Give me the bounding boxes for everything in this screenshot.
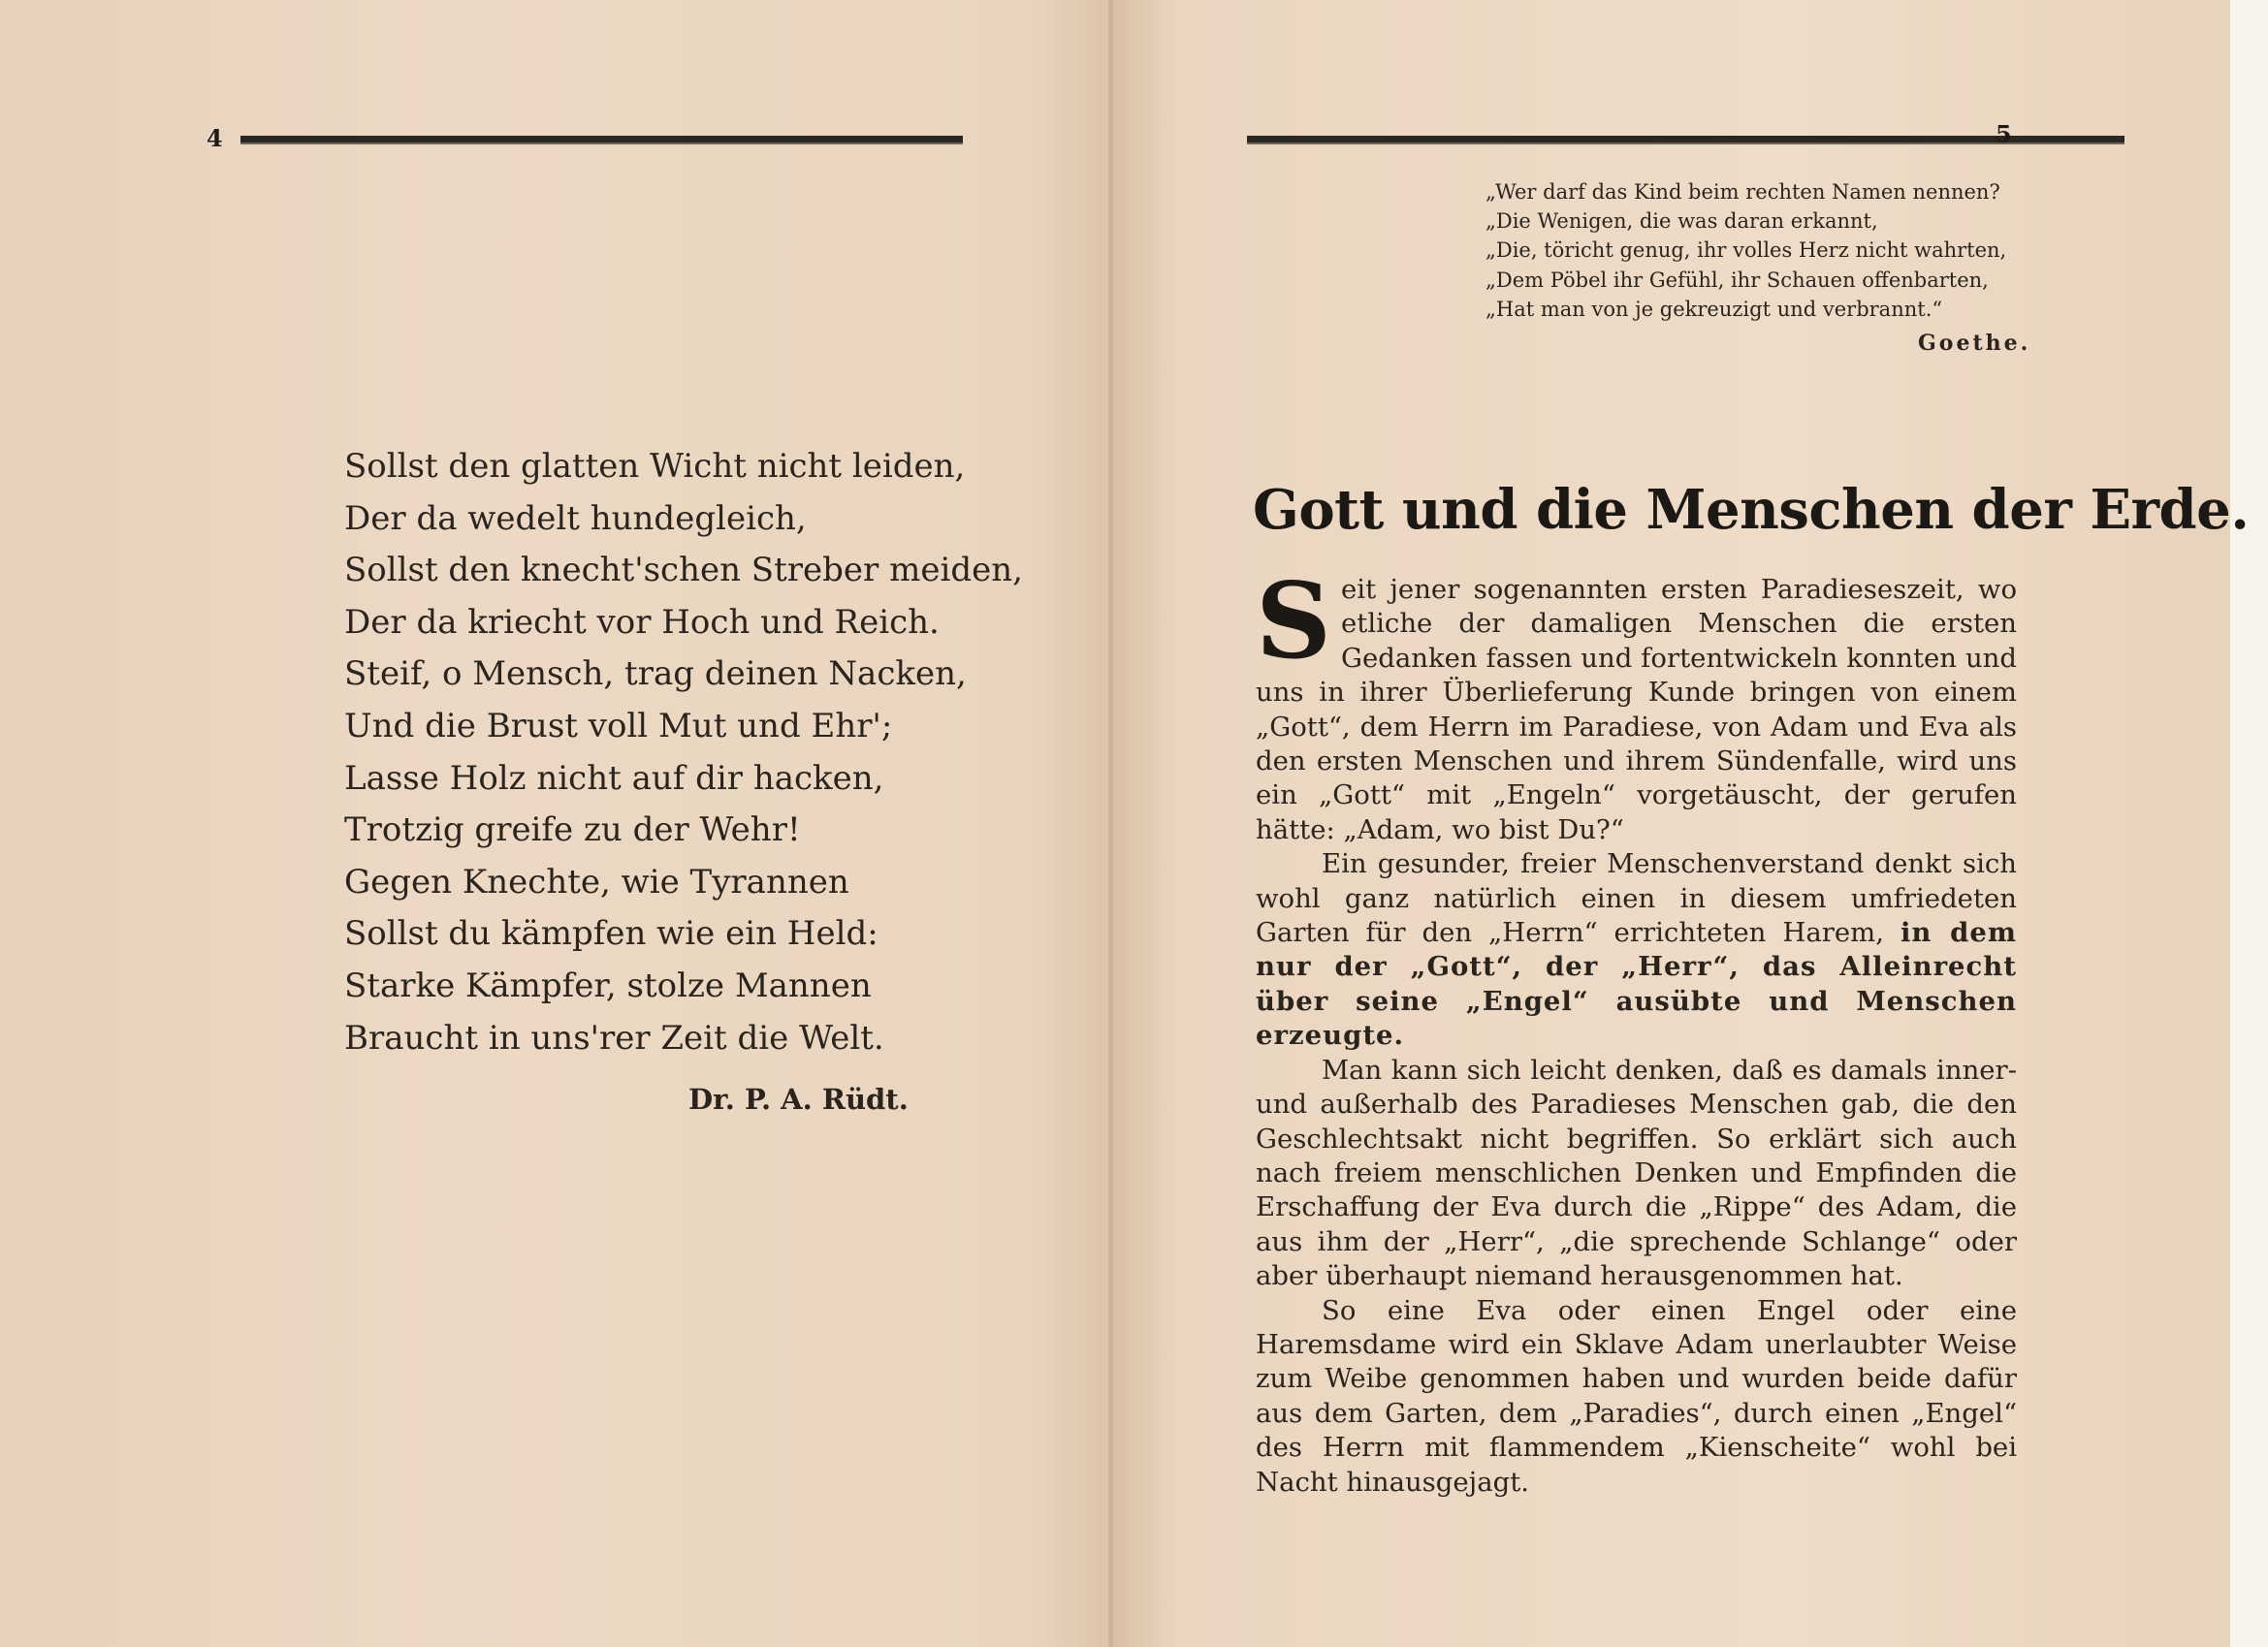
motto-author: Goethe. — [1918, 331, 2031, 356]
paragraph-text: eit jener sogenannten ersten Paradieseszeit, wo etliche der damaligen Menschen die ersten Gedanken fassen und fortentwickeln konnten und uns in ihrer Überlieferung Kunde bringen von einem „Gott“, dem Herrn im Paradiese, von Adam und Eva als den ersten Menschen und ihrem Sündenfalle, wird uns ein „Gott“ mit „Engeln“ vorgetäuscht, der gerufen hätte: „Adam, wo bist Du?“ — [1256, 574, 2017, 845]
motto-line: „Hat man von je gekreuzigt und verbrannt.“ — [1485, 297, 1943, 321]
poem-line: Steif, o Mensch, trag deinen Nacken, — [344, 654, 967, 694]
page-number-right: 5 — [1996, 120, 2012, 148]
paragraph — [1256, 1294, 2017, 1500]
motto-line: „Dem Pöbel ihr Gefühl, ihr Schauen offenbarten, — [1485, 268, 1989, 292]
poem-line: Der da wedelt hundegleich, — [344, 498, 807, 538]
paragraph-text: Man kann sich leicht denken, daß es damals inner- und außerhalb des Paradieses Menschen gab, die den Geschlechtsakt nicht begriffen. So erklärt sich auch nach freiem menschlichen Denken und Empfinden die Erschaffung der Eva durch die „Rippe“ des Adam, die aus ihm der „Herr“, „die sprechende Schlange“ oder aber überhaupt niemand herausgenommen hat. — [1256, 1054, 2017, 1292]
article-body — [1256, 560, 2017, 1500]
paragraph-text: So eine Eva oder einen Engel oder eine Haremsdame wird ein Sklave Adam unerlaubter Weise zum Weibe genommen haben und wurden beide dafür aus dem Garten, dem „Paradies“, durch einen „Engel“ des Herrn mit flammendem „Kienscheite“ wohl bei Nacht hinausgejagt. — [1256, 1294, 2017, 1498]
poem-line: Sollst du kämpfen wie ein Held: — [344, 914, 878, 954]
scan-edge — [2230, 0, 2268, 1647]
poem-line: Lasse Holz nicht auf dir hacken, — [344, 758, 884, 798]
left-page — [0, 0, 1113, 1647]
paragraph-text: Ein gesunder, freier Menschenverstand denkt sich wohl ganz natürlich einen in diesem umfriedeten Garten für den „Herrn“ errichteten Harem, — [1256, 848, 2017, 949]
poem-line: Sollst den knecht'schen Streber meiden, — [344, 551, 1023, 590]
poem-line: Starke Kämpfer, stolze Mannen — [344, 966, 872, 1005]
header-rule-right — [1247, 136, 2124, 144]
page-number-left: 4 — [207, 124, 223, 152]
motto-line: „Die, töricht genug, ihr volles Herz nicht wahrten, — [1485, 238, 2007, 263]
motto-line: „Die Wenigen, die was daran erkannt, — [1485, 209, 1878, 234]
paragraph — [1256, 847, 2017, 1053]
poem-author: Dr. P. A. Rüdt. — [688, 1083, 909, 1116]
paragraph-emphasis: in dem nur der „Gott“, der „Herr“, das Alleinrecht über seine „Engel“ ausübte und Menschen erzeugte. — [1256, 917, 2017, 1052]
poem-line: Trotzig greife zu der Wehr! — [344, 810, 801, 850]
poem — [344, 441, 1023, 1064]
poem-line: Und die Brust voll Mut und Ehr'; — [344, 706, 893, 745]
poem-line: Gegen Knechte, wie Tyrannen — [344, 862, 849, 902]
drop-cap: S — [1256, 560, 1331, 682]
poem-line: Der da kriecht vor Hoch und Reich. — [344, 602, 940, 642]
header-rule-left — [240, 136, 963, 144]
paragraph — [1256, 1054, 2017, 1294]
article-title: Gott und die Menschen der Erde. — [1253, 478, 2250, 542]
paragraph — [1256, 560, 2017, 847]
poem-line: Sollst den glatten Wicht nicht leiden, — [344, 447, 966, 486]
motto-line: „Wer darf das Kind beim rechten Namen nennen? — [1485, 180, 2000, 204]
poem-line: Braucht in uns'rer Zeit die Welt. — [344, 1018, 884, 1058]
motto — [1485, 177, 2006, 324]
